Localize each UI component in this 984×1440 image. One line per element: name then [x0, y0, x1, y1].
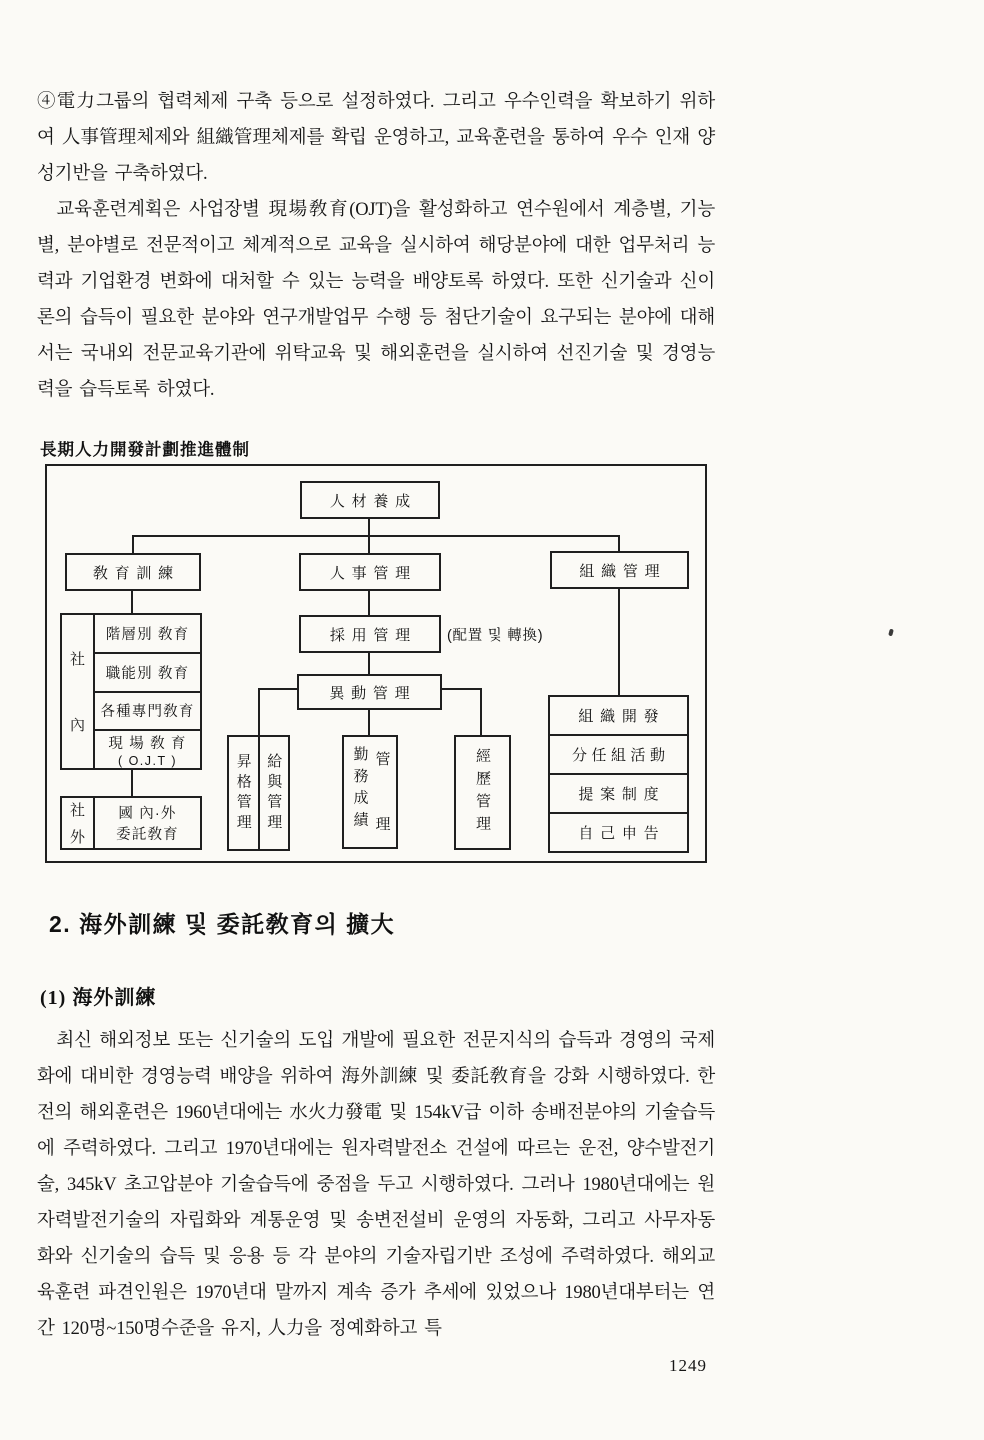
subsection-heading: (1) 海外訓練	[40, 987, 157, 1009]
transfer-box: 異動管理	[297, 674, 442, 710]
attendance-right-bottom: 理	[375, 816, 391, 833]
external-education-box	[60, 796, 202, 850]
org-diagram-frame	[45, 464, 707, 863]
attendance-label-left: 勤務成績	[351, 746, 369, 833]
connector-left-vertical	[258, 688, 260, 735]
ojt-label: 現 場 敎 育	[108, 735, 187, 752]
recruit-box: 採用管理	[299, 615, 441, 653]
intro-text	[37, 84, 715, 408]
branch-org-box: 組織管理	[550, 551, 689, 589]
external-item-entrusted	[95, 798, 200, 848]
promotion-box	[229, 737, 258, 849]
entrusted-line-1: 國 內·外	[118, 806, 177, 822]
ojt-abbreviation: ( O.J.T )	[117, 753, 178, 768]
connector-transfer-down	[368, 710, 370, 735]
internal-item-ojt	[95, 729, 200, 768]
external-cells	[95, 798, 200, 848]
external-strip-char-top: 社	[69, 802, 85, 819]
pay-box	[258, 737, 289, 849]
internal-item-special: 各種專門敎育	[95, 691, 200, 730]
internal-item-hierarchy: 階層別 敎育	[105, 626, 190, 643]
connector-drop-org	[618, 535, 620, 552]
connector-org-down	[618, 589, 620, 695]
connector-root-down	[368, 519, 370, 536]
promotion-label: 昇格管理	[234, 752, 252, 834]
attendance-box	[342, 735, 398, 849]
branch-hr-box: 人事管理	[299, 553, 441, 591]
org-item-proposal: 提案制度	[550, 773, 687, 812]
internal-education-group	[60, 613, 202, 770]
connector-right-horizontal	[442, 688, 482, 690]
root-box: 人材養成	[300, 481, 440, 519]
external-strip-label	[62, 798, 95, 848]
branch-education-box: 敎育訓練	[65, 553, 201, 591]
section-heading: 2. 海外訓練 및 委託敎育의 擴大	[49, 911, 396, 937]
section-text	[37, 1023, 715, 1347]
connector-drop-education	[132, 535, 134, 553]
connector-recruit-to-transfer	[368, 653, 370, 674]
connector-education-down	[131, 591, 133, 613]
entrusted-line-2: 委託敎育	[116, 827, 179, 843]
pay-label: 給與管理	[265, 752, 283, 834]
connector-right-vertical	[480, 688, 482, 735]
diagram-title: 長期人力開發計劃推進體制	[40, 441, 250, 459]
internal-strip-label	[62, 615, 95, 768]
recruit-note: (配置 및 轉換)	[447, 628, 544, 644]
org-item-team-activity: 分任組活動	[550, 734, 687, 773]
org-item-self-report: 自己申告	[550, 812, 687, 851]
intro-paragraph-1: ④電力그룹의 협력체제 구축 등으로 설정하였다. 그리고 우수인력을 확보하기 위하여 人事管理체제와 組織管理체제를 확립 운영하고, 교육훈련을 통하여 우수 인재 양성기반을 구축하였다.	[37, 92, 715, 184]
external-strip-char-bottom: 外	[69, 829, 85, 846]
connector-left-horizontal	[258, 688, 299, 690]
career-label: 經歷管理	[474, 747, 491, 838]
connector-hr-to-recruit	[368, 591, 370, 615]
attendance-label-right	[375, 746, 390, 838]
connector-internal-to-external	[131, 770, 133, 796]
internal-item-function: 職能別 敎育	[95, 652, 200, 691]
intro-paragraph-2: 교육훈련계획은 사업장별 現場敎育(OJT)을 활성화하고 연수원에서 계층별, 기능별, 분야별로 전문적이고 체계적으로 교육을 실시하여 해당분야에 대한 업무처리 능력과 기업환경 변화에 대처할 수 있는 능력을 배양토록 하였다. 또한 신기술과 신이론의 습득이 필요한 분야와 연구개발업무 수행 등 첨단기술이 요구되는 분야에 대해서는 국내외 전문교육기관에 위탁교육 및 해외훈련을 실시하여 선진기술 및 경영능력을 습득토록 하였다.	[37, 200, 715, 400]
page-number: 1249	[669, 1356, 707, 1375]
attendance-right-top: 管	[375, 751, 391, 768]
org-items-group	[548, 695, 689, 853]
org-item-development: 組織開發	[578, 708, 666, 725]
internal-strip-char-top: 社	[69, 650, 85, 668]
connector-main-horizontal	[132, 535, 620, 537]
promotion-pay-pair	[227, 735, 290, 851]
career-box	[454, 735, 511, 850]
scan-speck	[888, 629, 894, 637]
internal-strip-char-bottom: 內	[69, 717, 85, 735]
section-paragraph: 최신 해외정보 또는 신기술의 도입 개발에 필요한 전문지식의 습득과 경영의 국제화에 대비한 경영능력 배양을 위하여 海外訓練 및 委託敎育을 강화 시행하였다. 한전의 해외훈련은 1960년대에는 水火力發電 및 154kV급 이하 송배전분야의 기술습득에 주력하였다. 그리고 1970년대에는 원자력발전소 건설에 따르는 운전, 양수발전기술, 345kV 초고압분야 기술습득에 중점을 두고 시행하였다. 그러나 1980년대에는 원자력발전기술의 자립화와 계통운영 및 송변전설비 운영의 자동화, 그리고 사무자동화와 신기술의 습득 및 응용 등 각 분야의 기술자립기반 조성에 주력하였다. 해외교육훈련 파견인원은 1970년대 말까지 계속 증가 추세에 있었으나 1980년대부터는 연간 120명~150명수준을 유지, 人力을 정예화하고 특	[37, 1031, 715, 1339]
internal-cells	[95, 615, 200, 768]
connector-drop-hr	[368, 535, 370, 553]
